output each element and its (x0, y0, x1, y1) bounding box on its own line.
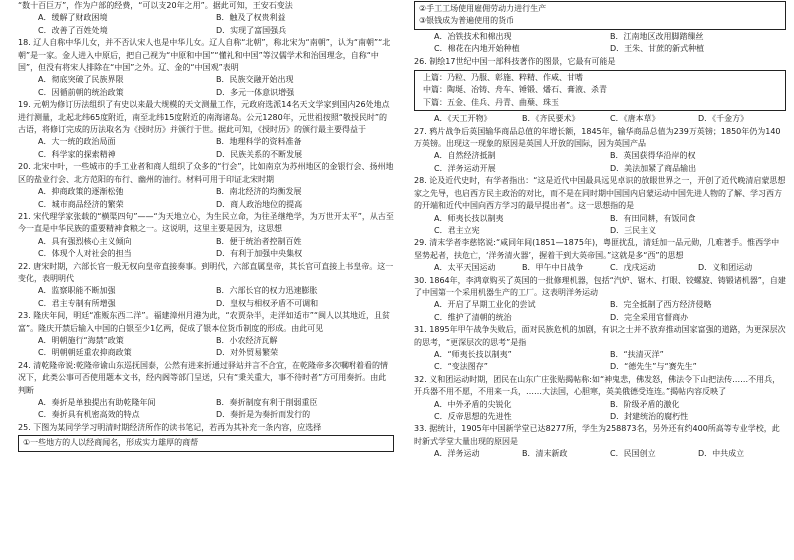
q33-options (434, 448, 786, 460)
option-c: C．反帝思想的先进性 (434, 412, 512, 421)
q32-options (434, 399, 786, 424)
question-19: 19. 元朝为修订历法组织了有史以来最大规模的天文测量工作，元政府选派14名天文学家到国内26处地点进行测量，北起北纬65度附近，南至北纬15度附近的南海诸岛。公元1280年，元世祖按照“敬授民时”的古语，将修订完成的历法取名为《授时历》并颁行于世。据此可知，《授时历》的颁行最主要得益于 (18, 100, 390, 135)
option-a: A．洋务运动 (434, 449, 480, 459)
option-c: C．体现个人对社会的担当 (38, 249, 132, 259)
option-d: D．义和团运动 (698, 263, 753, 273)
option-a: A．彻底突破了民族界限 (38, 75, 124, 85)
question-26: 26. 制绘17世纪中国一部科技著作的图景，它最有可能是 (414, 56, 616, 66)
question-31: 31. 1895年甲午战争失败后，面对民族危机的加剧，有识之士并不放弃推动国家富强的道路，为更深层次的思考，“更深层次的思考”是指 (414, 325, 786, 347)
question-16-tail: “数十百巨万”，作为户部的经费，“可以支20年之用”。据此可知，王安石变法 (18, 1, 293, 10)
question-32: 32. 义和团运动时期，团民在山东广庄张贴揭帖称:如“神鬼悲，佛发怒，佛法令下山把法传……不用兵，开兵器不用不愿，不用来一兵，……大法国，心胆寒，英美俄德受连连。”揭帖内容反映了 (414, 374, 781, 397)
option-c: C．因循前朝的统治政策 (38, 87, 124, 97)
question-21: 21. 宋代理学家张载的“横渠四句”——“为天地立心，为生民立命，为往圣继绝学，为万世开太平”，从古至今一直是中华民族的重要精神食粮之一。这说明，这里主要是因为，这思想 (18, 211, 394, 234)
question-30: 30. 1864年，李鸿章购买了英国的一批修理机器，包括“汽炉、锯木、打眼、铰螺旋、铸锻诸机器”，自建了中国第一个采用机器生产的工厂。这表明洋务运动 (414, 275, 786, 297)
question-25: 25. 下图为某同学学习明清时期经济所作的读书笔记，若再为其补充一条内容，应选择 (18, 422, 322, 432)
q26-options (434, 113, 786, 125)
q24-options (38, 397, 394, 422)
option-a: A．师夷长技以制夷 (434, 213, 504, 223)
option-b: B．小农经济瓦解 (216, 335, 278, 345)
question-28: 28. 论及近代史时，有学者指出：“这是近代中国最具远见卓识的放眼世界之一，开创了近代晚清启蒙思想家之先导，也启西方民主政治的对比，而不是在同时期中国国内启蒙运动中国先进人物的了解、学习西方的开端和近代中国向西方学习的最早提出者”。这一思想指的是 (414, 176, 786, 211)
q25-note-3: ③银钱成为普遍使用的货币 (419, 16, 515, 26)
option-a: A．缓解了财政困境 (38, 13, 108, 23)
option-d: D．皇权与相权矛盾不可调和 (216, 298, 319, 308)
option-a: A．冶铁技术和棉出现 (434, 31, 512, 41)
option-b: B．有田同耕，有饭同食 (610, 213, 696, 223)
option-d: D．完全采用官督商办 (610, 312, 689, 322)
option-d: D．“德先生”与“赛先生” (610, 362, 697, 372)
option-b: B．甲午中日战争 (522, 263, 584, 273)
option-b: B．江南地区改用脚踏缫丝 (610, 31, 704, 41)
option-c: C．戊戌运动 (610, 263, 656, 273)
option-b: B．民族交融开始出现 (216, 75, 294, 85)
option-a: A．自然经济抵制 (434, 151, 496, 161)
right-column (414, 0, 786, 560)
option-b: B．阶级矛盾的激化 (610, 399, 680, 409)
option-b: B．地理科学的资料准备 (216, 137, 302, 147)
question-24: 24. 清乾隆帝说:乾隆帝谕山东巡抚国泰，公然有进来折通过驿站并言不合宜，在乾隆帝多次嘱咐着看的情况下，此类公事可否使用题本文书，经内阁等部门呈送，只有“秉关重大，事不待时者”方可用奏折。由此判断 (18, 360, 388, 395)
q28-options (434, 213, 786, 238)
option-a: A．抑商政策的逐渐松弛 (38, 187, 124, 197)
option-c: C．维护了清朝的统治 (434, 312, 512, 322)
option-c: C．棉花在内地开始种植 (434, 44, 520, 54)
q25-note-box-top: ①一些地方的人以经商闻名，形成实力雄厚的商帮 (18, 435, 394, 451)
option-c: C．奏折具有机密高效的特点 (38, 410, 140, 420)
option-d: D．三民主义 (610, 225, 657, 235)
question-22: 22. 唐宋时期，六部长官一般无权向皇帝直接奏事。到明代，六部直属皇帝，其长官可直接上书皇帝。这一变化，表明明代 (18, 261, 394, 283)
option-b: B．完全抵制了西方经济侵略 (610, 300, 712, 310)
question-20: 20. 北宋中叶，一些城市的手工业者和商人组织了众多的“行会”，比如南京为苏州地区的金银行会、扬州地区的盐业行会、北方范阳的布行、幽州的油行。材料可用于印证北宋时期 (18, 162, 394, 184)
q25-options (434, 31, 786, 56)
q21-options (38, 236, 394, 261)
q26-contents-box (414, 70, 786, 111)
option-a: A．《天工开物》 (434, 114, 492, 124)
question-29: 29. 清末学者李慈铭说:“咸同年间(1851—1875年)，粤匪扰乱，清廷加一品元勋，几难著手。惟西学中坚势起者，扶危亡，‘洋务清火器’，握着干到大英帝国。”这就是多“西”的思想 (414, 238, 780, 260)
option-d: D．多元一体意识增强 (216, 87, 295, 97)
option-d: D．封建统治的腐朽性 (610, 412, 689, 421)
option-c: C．《唐本草》 (610, 114, 660, 124)
option-c: C．改善了百姓处境 (38, 25, 108, 35)
option-b: B．奏折制度有利于削弱重臣 (216, 398, 318, 407)
q22-options (38, 285, 394, 310)
option-d: D．民族关系的不断发展 (216, 149, 303, 159)
option-c: C．民国创立 (610, 449, 656, 459)
option-c: C．城市商品经济的繁荣 (38, 199, 124, 209)
option-d: D．奏折是为奏折而发行的 (216, 410, 311, 420)
q31-options (434, 349, 786, 374)
q26-part-top: 上篇：乃粒、乃服、彰施、粹精、作咸、甘嗜 (423, 73, 583, 83)
q30-options (434, 299, 786, 324)
q27-options (434, 150, 786, 175)
option-b: B．英国获得华沿岸的权 (610, 151, 696, 161)
q16-options (38, 12, 394, 37)
question-27: 27. 鸦片战争后英国输华商品总值的年增长额，1845年，输华商品总值为239万英镑；1850年仍为140万英镑。出现这一现象的原因是英国人开放的国际，因为英国产品 (414, 126, 781, 149)
option-a: A．大一统的政治局面 (38, 137, 116, 147)
option-a: A．“师夷长技以制夷” (434, 349, 512, 359)
q20-options (38, 186, 394, 211)
option-d: D．对外贸易繁荣 (216, 348, 279, 358)
q25-note-2: ②手工工场使用雇佣劳动力进行生产 (419, 4, 547, 13)
question-18: 18. 辽人自称中华儿女，并不否认宋人也是中华儿女。辽人自称“北朝”，称北宋为“南朝”，认为“南朝”“北朝”是一家。金人进入中原后，把自己视为“中原和中国”“懂礼和中国”等汉儒学术和治国理念，自称“中国”，但没有将宋人排除在“中国”之外。辽、金的“中国观”表明 (18, 38, 391, 73)
option-a: A．明朝施行“海禁”政策 (38, 335, 124, 345)
q26-part-bot: 下篇：五金、佳兵、丹青、曲蘖、珠玉 (423, 97, 559, 107)
option-a: A．监察职能不断加强 (38, 286, 116, 296)
option-d: D．实现了富国强兵 (216, 25, 287, 35)
option-d: D．《千金方》 (698, 114, 749, 124)
option-d: D．王朱、甘蔗的新式种植 (610, 44, 705, 54)
q19-options (38, 136, 394, 161)
option-a: A．太平天国运动 (434, 263, 496, 273)
question-23: 23. 隆庆年间，明廷“准贩东西二洋”。福建漳州月港为此，“农贾杂半，走洋如适市”“闽人以其地近，且贫富”。隆庆开禁后输入中国的白银至少1亿两，促成了银本位货币制度的形成。由此可见 (18, 311, 390, 333)
option-c: C．君主专制有所增强 (38, 298, 116, 308)
option-d: D．有利于加强中央集权 (216, 249, 303, 259)
option-c: C．洋务运动开展 (434, 163, 496, 173)
option-a: A．奏折是单独提出有助乾隆年间 (38, 398, 156, 407)
option-b: B．“扶清灭洋” (610, 349, 664, 359)
option-d: D．中共成立 (698, 449, 745, 459)
q29-options (434, 262, 786, 274)
option-b: B．《齐民要术》 (522, 114, 580, 124)
option-b: B．触及了权贵利益 (216, 13, 286, 23)
option-b: B．便于统治者控制百姓 (216, 236, 302, 246)
option-c: C．明朝朝廷重农抑商政策 (38, 348, 132, 358)
question-33: 33. 据统计，1905年中国新学堂已达8277所，学生为258873名，另外还有约400所高等专业学校，此时新式学堂大量出现的原因是 (414, 424, 780, 446)
option-a: A．开启了早期工业化的尝试 (434, 300, 536, 310)
q25-note-box (414, 1, 786, 30)
option-b: B．清末新政 (522, 449, 568, 459)
q18-options (38, 74, 394, 99)
option-c: C．君主立宪 (434, 225, 480, 235)
q26-part-mid: 中篇：陶埏、冶铸、舟车、锤锻、燔石、膏液、杀青 (423, 85, 607, 95)
option-c: C．“变法图存” (434, 362, 488, 372)
option-c: C．科学家的探索精神 (38, 149, 116, 159)
option-a: A．具有强烈核心主义倾向 (38, 236, 132, 246)
option-d: D．美法加紧了商品输出 (610, 163, 697, 173)
left-column (18, 0, 394, 560)
option-b: B．六部长官的权力迅速膨胀 (216, 286, 318, 296)
option-d: D．商人政治地位的提高 (216, 199, 303, 209)
q23-options (38, 335, 394, 360)
option-a: A．中外矛盾的尖锐化 (434, 399, 512, 409)
option-b: B．南北经济的均衡发展 (216, 187, 302, 197)
